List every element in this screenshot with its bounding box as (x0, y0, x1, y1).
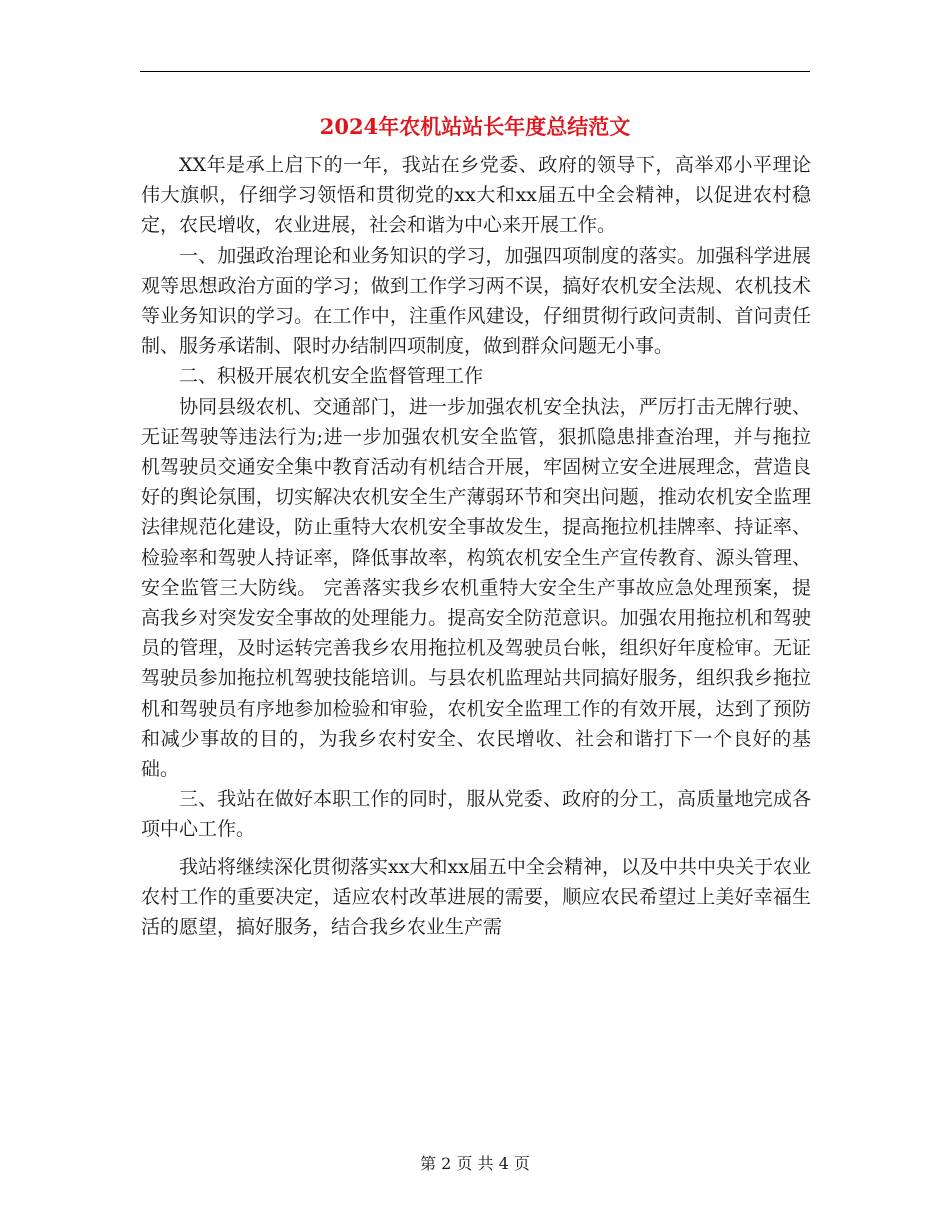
paragraph-section-1: 一、加强政治理论和业务知识的学习，加强四项制度的落实。加强科学进展观等思想政治方面的学习；做到工作学习两不误，搞好农机安全法规、农机技术等业务知识的学习。在工作中，注重作风建设，仔细贯彻行政问责制、首问责任制、服务承诺制、限时办结制四项制度，做到群众问题无小事。 (141, 244, 811, 358)
header-rule (140, 71, 810, 72)
paragraph-outlook: 我站将继续深化贯彻落实xx大和xx届五中全会精神，以及中共中央关于农业农村工作的重要决定，适应农村改革进展的需要，顺应农民希望过上美好幸福生活的愿望，搞好服务，结合我乡农业生产需 (141, 855, 811, 939)
document-body (141, 150, 811, 942)
paragraph-intro: XX年是承上启下的一年，我站在乡党委、政府的领导下，高举邓小平理论伟大旗帜，仔细学习领悟和贯彻党的xx大和xx届五中全会精神，以促进农村稳定，农民增收，农业进展，社会和谐为中心来开展工作。 (141, 154, 811, 237)
paragraph-section-2-heading: 二、积极开展农机安全监督管理工作 (179, 365, 484, 388)
paragraph-section-2-body: 协同县级农机、交通部门，进一步加强农机安全执法，严厉打击无牌行驶、无证驾驶等违法行为;进一步加强农机安全监管，狠抓隐患排查治理，并与拖拉机驾驶员交通安全集中教育活动有机结合开展，牢固树立安全进展理念，营造良好的舆论氛围，切实解决农机安全生产薄弱环节和突出问题，推动农机安全监理法律规范化建设，防止重特大农机安全事故发生，提高拖拉机挂牌率、持证率、检验率和驾驶人持证率，降低事故率，构筑农机安全生产宣传教育、源头管理、安全监管三大防线。 完善落实我乡农机重特大安全生产事故应急处理预案，提高我乡对突发安全事故的处理能力。提高安全防范意识。加强农用拖拉机和驾驶员的管理，及时运转完善我乡农用拖拉机及驾驶员台帐，组织好年度检审。无证驾驶员参加拖拉机驾驶技能培训。与县农机监理站共同搞好服务，组织我乡拖拉机和驾驶员有序地参加检验和审验，农机安全监理工作的有效开展，达到了预防和减少事故的目的，为我乡农村安全、农民增收、社会和谐打下一个良好的基础。 (141, 395, 811, 781)
page-number: 第 2 页 共 4 页 (420, 1154, 530, 1173)
paragraph-section-3: 三、我站在做好本职工作的同时，服从党委、政府的分工，高质量地完成各项中心工作。 (141, 788, 811, 841)
document-title: 2024年农机站站长年度总结范文 (319, 114, 631, 139)
